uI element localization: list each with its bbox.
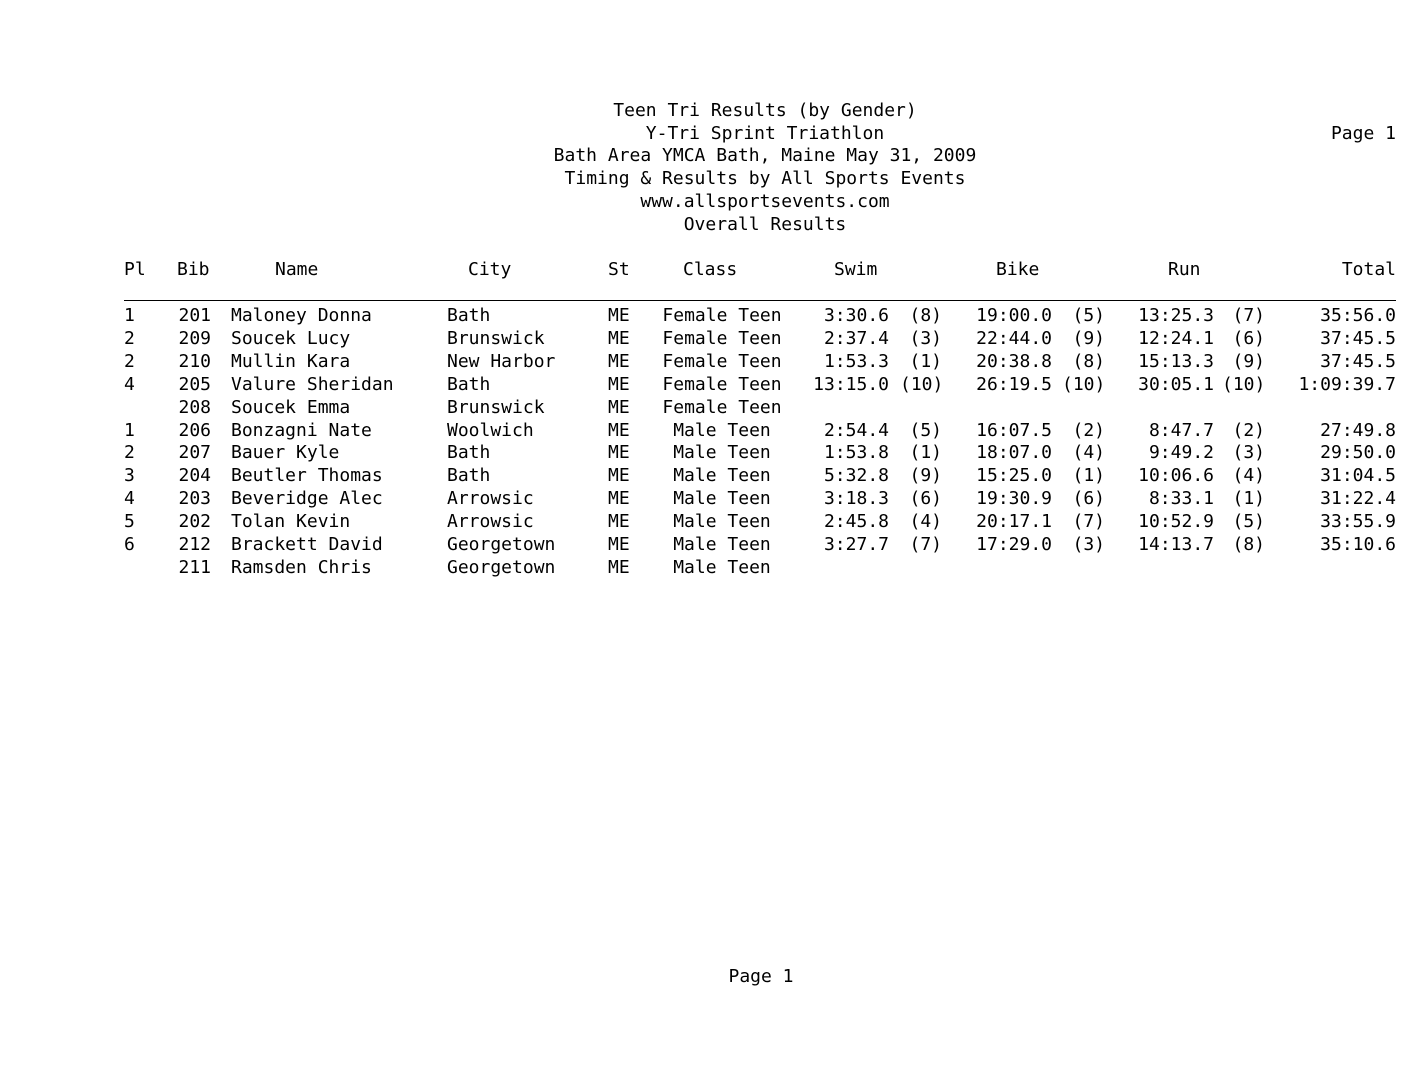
- class-cell: Male Teen: [673, 534, 771, 555]
- swim-time-cell: 13:15.0: [813, 373, 889, 395]
- table-row: [0, 511, 1408, 534]
- run-rank-cell: (3): [1232, 442, 1265, 464]
- bike-rank-cell: (5): [1072, 305, 1105, 326]
- bike-rank-cell: (2): [1072, 419, 1105, 441]
- col-header-name: Name: [275, 259, 319, 280]
- bike-rank-cell: (9): [1072, 327, 1105, 349]
- swim-time-cell: 5:32.8: [823, 465, 889, 487]
- state-cell: ME: [608, 396, 630, 418]
- name-cell: Soucek Lucy: [231, 327, 351, 349]
- name-cell: Mullin Kara: [231, 350, 351, 372]
- swim-rank-cell: (4): [909, 511, 942, 533]
- bike-time-cell: 20:38.8: [976, 350, 1052, 372]
- run-time-cell: 8:47.7: [1148, 419, 1214, 441]
- bib-cell: 201: [178, 305, 211, 326]
- run-time-cell: 12:24.1: [1138, 327, 1214, 349]
- bib-cell: 208: [178, 396, 211, 418]
- swim-time-cell: 1:53.8: [823, 442, 889, 464]
- state-cell: ME: [608, 373, 630, 395]
- run-rank-cell: (1): [1232, 488, 1265, 510]
- page-number-footer: Page 1: [728, 966, 794, 987]
- results-subtitle: Overall Results: [683, 214, 847, 235]
- bike-time-cell: 26:19.5: [976, 373, 1052, 395]
- place-cell: 4: [124, 373, 135, 395]
- place-cell: 4: [124, 488, 135, 510]
- city-cell: Brunswick: [447, 396, 545, 418]
- col-header-swim: Swim: [834, 259, 878, 280]
- place-cell: 2: [124, 442, 135, 464]
- bike-rank-cell: (3): [1072, 534, 1105, 555]
- total-time-cell: 29:50.0: [1320, 442, 1396, 464]
- swim-rank-cell: (7): [909, 534, 942, 555]
- col-header-bib: Bib: [177, 259, 210, 280]
- total-time-cell: 35:10.6: [1320, 534, 1396, 555]
- state-cell: ME: [608, 465, 630, 487]
- name-cell: Valure Sheridan: [231, 373, 394, 395]
- swim-rank-cell: (10): [900, 373, 944, 395]
- city-cell: Bath: [447, 442, 491, 464]
- run-rank-cell: (8): [1232, 534, 1265, 555]
- city-cell: Woolwich: [447, 419, 534, 441]
- total-time-cell: 27:49.8: [1320, 419, 1396, 441]
- bib-cell: 205: [178, 373, 211, 395]
- header-divider: [124, 300, 1396, 301]
- col-header-bike: Bike: [996, 259, 1040, 280]
- class-cell: Male Teen: [673, 488, 771, 510]
- place-cell: 6: [124, 534, 135, 555]
- state-cell: ME: [608, 556, 630, 578]
- bike-rank-cell: (4): [1072, 442, 1105, 464]
- bib-cell: 202: [178, 511, 211, 533]
- swim-rank-cell: (6): [909, 488, 942, 510]
- class-cell: Female Teen: [662, 350, 782, 372]
- bike-rank-cell: (6): [1072, 488, 1105, 510]
- class-cell: Male Teen: [673, 419, 771, 441]
- run-rank-cell: (7): [1232, 305, 1265, 326]
- class-cell: Male Teen: [673, 556, 771, 578]
- total-time-cell: 1:09:39.7: [1298, 373, 1396, 395]
- event-name: Y-Tri Sprint Triathlon: [645, 123, 885, 144]
- run-rank-cell: (2): [1232, 419, 1265, 441]
- bike-time-cell: 15:25.0: [976, 465, 1052, 487]
- class-cell: Female Teen: [662, 373, 782, 395]
- place-cell: 2: [124, 327, 135, 349]
- state-cell: ME: [608, 488, 630, 510]
- city-cell: Bath: [447, 305, 491, 326]
- total-time-cell: 37:45.5: [1320, 350, 1396, 372]
- run-time-cell: 10:52.9: [1138, 511, 1214, 533]
- total-time-cell: 35:56.0: [1320, 305, 1396, 326]
- table-row: [0, 488, 1408, 511]
- table-row: [0, 305, 1408, 328]
- swim-time-cell: 3:30.6: [823, 305, 889, 326]
- bike-rank-cell: (8): [1072, 350, 1105, 372]
- col-header-state: St: [608, 259, 630, 280]
- city-cell: Georgetown: [447, 534, 556, 555]
- swim-time-cell: 2:37.4: [823, 327, 889, 349]
- swim-rank-cell: (3): [909, 327, 942, 349]
- class-cell: Male Teen: [673, 442, 771, 464]
- run-time-cell: 8:33.1: [1148, 488, 1214, 510]
- table-row: [0, 557, 1408, 580]
- class-cell: Male Teen: [673, 465, 771, 487]
- run-time-cell: 10:06.6: [1138, 465, 1214, 487]
- name-cell: Maloney Donna: [231, 305, 372, 326]
- table-row: [0, 397, 1408, 420]
- col-header-class: Class: [683, 259, 738, 280]
- bib-cell: 203: [178, 488, 211, 510]
- name-cell: Beveridge Alec: [231, 488, 383, 510]
- city-cell: Arrowsic: [447, 511, 534, 533]
- state-cell: ME: [608, 511, 630, 533]
- table-row: [0, 534, 1408, 557]
- bib-cell: 209: [178, 327, 211, 349]
- bike-rank-cell: (7): [1072, 511, 1105, 533]
- city-cell: Bath: [447, 373, 491, 395]
- table-row: [0, 442, 1408, 465]
- table-row: [0, 351, 1408, 374]
- name-cell: Ramsden Chris: [231, 556, 372, 578]
- col-header-city: City: [468, 259, 512, 280]
- swim-rank-cell: (5): [909, 419, 942, 441]
- name-cell: Bonzagni Nate: [231, 419, 372, 441]
- total-time-cell: 37:45.5: [1320, 327, 1396, 349]
- place-cell: 3: [124, 465, 135, 487]
- swim-rank-cell: (1): [909, 350, 942, 372]
- total-time-cell: 33:55.9: [1320, 511, 1396, 533]
- name-cell: Bauer Kyle: [231, 442, 340, 464]
- run-time-cell: 15:13.3: [1138, 350, 1214, 372]
- bib-cell: 206: [178, 419, 211, 441]
- name-cell: Soucek Emma: [231, 396, 351, 418]
- swim-time-cell: 2:54.4: [823, 419, 889, 441]
- city-cell: Bath: [447, 465, 491, 487]
- state-cell: ME: [608, 327, 630, 349]
- swim-rank-cell: (8): [909, 305, 942, 326]
- swim-rank-cell: (1): [909, 442, 942, 464]
- bib-cell: 211: [178, 556, 211, 578]
- bike-time-cell: 22:44.0: [976, 327, 1052, 349]
- class-cell: Female Teen: [662, 396, 782, 418]
- bike-time-cell: 19:00.0: [976, 305, 1052, 326]
- bike-time-cell: 16:07.5: [976, 419, 1052, 441]
- website-url: www.allsportsevents.com: [640, 191, 890, 212]
- place-cell: 5: [124, 511, 135, 533]
- col-header-run: Run: [1168, 259, 1201, 280]
- col-header-place: Pl: [124, 259, 146, 280]
- total-time-cell: 31:22.4: [1320, 488, 1396, 510]
- state-cell: ME: [608, 419, 630, 441]
- swim-rank-cell: (9): [909, 465, 942, 487]
- bike-time-cell: 18:07.0: [976, 442, 1052, 464]
- total-time-cell: 31:04.5: [1320, 465, 1396, 487]
- swim-time-cell: 1:53.3: [823, 350, 889, 372]
- table-row: [0, 420, 1408, 443]
- class-cell: Female Teen: [662, 305, 782, 326]
- bib-cell: 207: [178, 442, 211, 464]
- col-header-total: Total: [1341, 259, 1396, 280]
- place-cell: 1: [124, 305, 135, 326]
- run-time-cell: 14:13.7: [1138, 534, 1214, 555]
- run-time-cell: 30:05.1: [1138, 373, 1214, 395]
- city-cell: Brunswick: [447, 327, 545, 349]
- state-cell: ME: [608, 534, 630, 555]
- name-cell: Beutler Thomas: [231, 465, 383, 487]
- table-row: [0, 374, 1408, 397]
- state-cell: ME: [608, 305, 630, 326]
- city-cell: New Harbor: [447, 350, 556, 372]
- bib-cell: 210: [178, 350, 211, 372]
- bike-rank-cell: (10): [1062, 373, 1106, 395]
- report-title: Teen Tri Results (by Gender): [613, 100, 917, 121]
- swim-time-cell: 3:18.3: [823, 488, 889, 510]
- page-number-top: Page 1: [1330, 123, 1396, 144]
- place-cell: 1: [124, 419, 135, 441]
- bike-time-cell: 19:30.9: [976, 488, 1052, 510]
- event-location-date: Bath Area YMCA Bath, Maine May 31, 2009: [553, 145, 977, 166]
- run-rank-cell: (9): [1232, 350, 1265, 372]
- class-cell: Female Teen: [662, 327, 782, 349]
- bib-cell: 212: [178, 534, 211, 555]
- timing-credit: Timing & Results by All Sports Events: [564, 168, 966, 189]
- run-rank-cell: (6): [1232, 327, 1265, 349]
- table-row: [0, 465, 1408, 488]
- state-cell: ME: [608, 442, 630, 464]
- run-rank-cell: (4): [1232, 465, 1265, 487]
- city-cell: Arrowsic: [447, 488, 534, 510]
- run-time-cell: 13:25.3: [1138, 305, 1214, 326]
- state-cell: ME: [608, 350, 630, 372]
- bike-rank-cell: (1): [1072, 465, 1105, 487]
- city-cell: Georgetown: [447, 556, 556, 578]
- bike-time-cell: 20:17.1: [976, 511, 1052, 533]
- run-rank-cell: (10): [1222, 373, 1266, 395]
- name-cell: Brackett David: [231, 534, 383, 555]
- class-cell: Male Teen: [673, 511, 771, 533]
- run-time-cell: 9:49.2: [1148, 442, 1214, 464]
- table-row: [0, 328, 1408, 351]
- bike-time-cell: 17:29.0: [976, 534, 1052, 555]
- swim-time-cell: 2:45.8: [823, 511, 889, 533]
- run-rank-cell: (5): [1232, 511, 1265, 533]
- swim-time-cell: 3:27.7: [823, 534, 889, 555]
- name-cell: Tolan Kevin: [231, 511, 351, 533]
- bib-cell: 204: [178, 465, 211, 487]
- place-cell: 2: [124, 350, 135, 372]
